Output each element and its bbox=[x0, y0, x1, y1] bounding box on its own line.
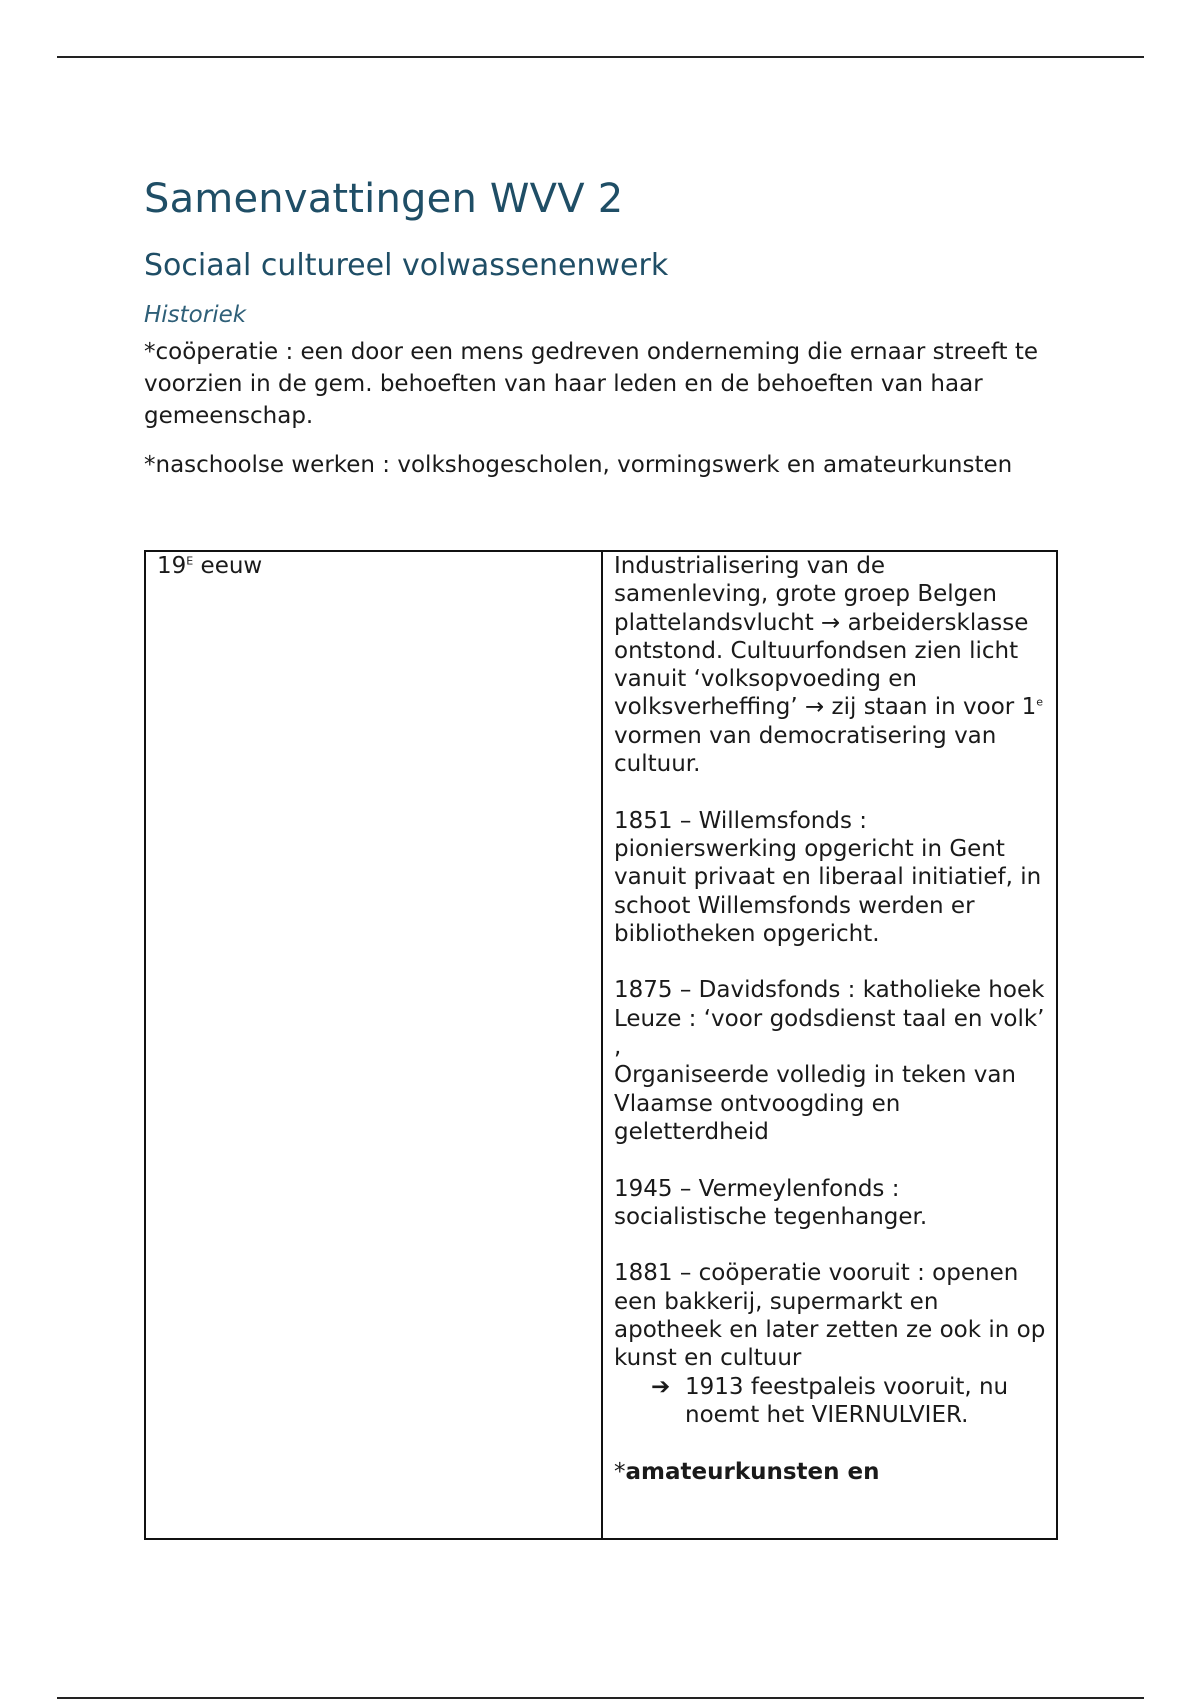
davidsfonds-block: 1875 – Davidsfonds : katholieke hoek Leuze : ‘voor godsdienst taal en volk’ , Organiseerde volledig in teken van Vlaamse ontvoogding en geletterdheid bbox=[614, 977, 1045, 1145]
intro-block: Industrialisering van de samenleving, grote groep Belgen plattelandsvlucht → arbeidersklasse ontstond. Cultuurfondsen zien licht vanuit ‘volksopvoeding en volksverheffing’ → zij staan in voor 1e vormen van democratisering van cultuur. bbox=[614, 553, 1043, 778]
paragraph-naschoolse: *naschoolse werken : volkshogescholen, vormingswerk en amateurkunsten bbox=[144, 452, 1013, 478]
paragraph-cooperatie: *coöperatie : een door een mens gedreven onderneming die ernaar streeft te voorzien in de gem. behoeften van haar leden en de behoeften van haar gemeenschap. bbox=[144, 339, 1039, 429]
header-rule bbox=[57, 56, 1144, 58]
period-number: 19 bbox=[157, 553, 187, 579]
period-cell bbox=[145, 551, 602, 1539]
history-table bbox=[144, 550, 1058, 1540]
vermeylenfonds-block: 1945 – Vermeylenfonds : socialistische tegenhanger. bbox=[614, 1175, 928, 1230]
document-title: Samenvattingen WVV 2 bbox=[144, 176, 624, 222]
willemsfonds-block: 1851 – Willemsfonds : pionierswerking opgericht in Gent vanuit privaat en liberaal initiatief, in schoot Willemsfonds werden er bibliotheken opgericht. bbox=[614, 807, 1042, 947]
table-row bbox=[145, 551, 1057, 1539]
footer-rule bbox=[57, 1697, 1144, 1699]
arrow-right-icon: ➔ bbox=[651, 1373, 671, 1400]
document-subtitle: Sociaal cultureel volwassenenwerk bbox=[144, 248, 669, 283]
amateurkunsten-heading: *amateurkunsten en bbox=[614, 1458, 880, 1485]
period-label: eeuw bbox=[193, 553, 263, 579]
period-superscript: E bbox=[186, 554, 194, 568]
vooruit-block: 1881 – coöperatie vooruit : openen een bakkerij, supermarkt en apotheek en later zetten ze ook in op kunst en cultuur ➔ 1913 feestpaleis vooruit, nu noemt het VIERNULVIER. bbox=[614, 1260, 1046, 1428]
vooruit-sub-item: ➔ 1913 feestpaleis vooruit, nu noemt het VIERNULVIER. bbox=[651, 1373, 1009, 1428]
events-cell bbox=[602, 551, 1057, 1539]
section-heading: Historiek bbox=[144, 302, 247, 328]
